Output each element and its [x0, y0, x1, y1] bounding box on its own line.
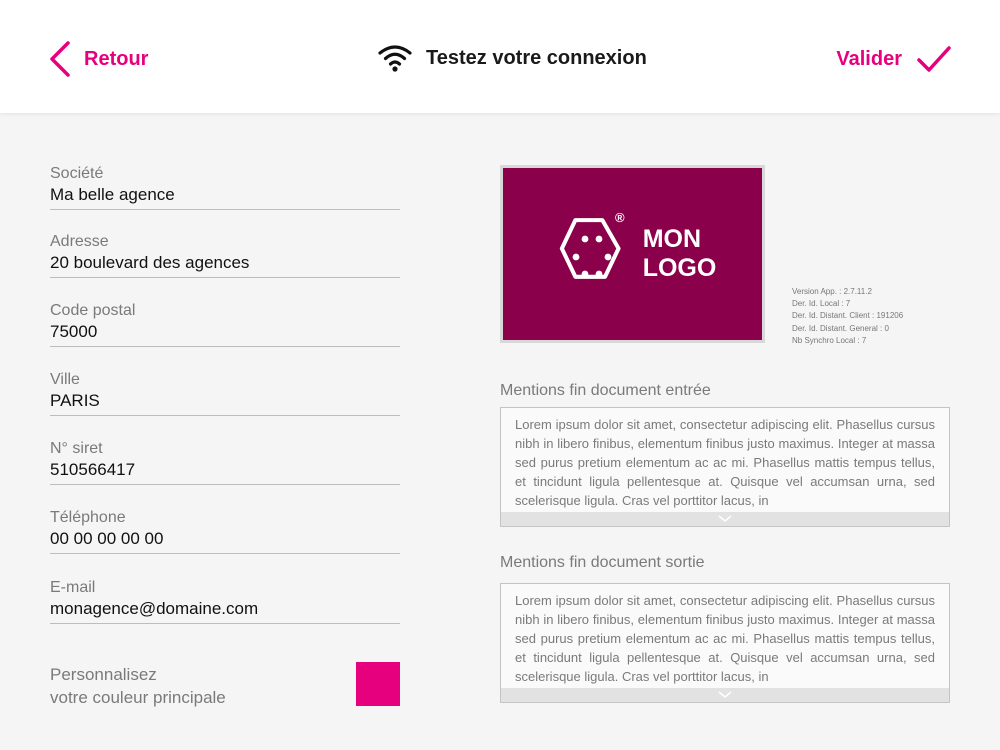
validate-button[interactable]: [836, 38, 952, 80]
top-bar: [0, 0, 1000, 113]
field-label: E-mail: [50, 579, 96, 596]
logo-line-2: LOGO: [642, 254, 717, 282]
mentions-sortie-scroll[interactable]: [501, 688, 949, 702]
adresse-input[interactable]: 20 boulevard des agences: [50, 252, 400, 278]
back-label: Retour: [84, 47, 149, 70]
page-title: [378, 40, 647, 76]
personalize-line-2: votre couleur principale: [50, 688, 226, 707]
logo-line-1: MON: [642, 225, 702, 253]
page-title-label: Testez votre connexion: [426, 46, 647, 69]
personalize-color-label: [50, 663, 310, 709]
version-distant-general: Der. Id. Distant. General : 0: [792, 323, 889, 333]
checkmark-icon: [916, 43, 952, 75]
field-label: Société: [50, 165, 104, 182]
field-label: Téléphone: [50, 509, 126, 526]
field-label: Adresse: [50, 233, 109, 250]
color-swatch[interactable]: [356, 662, 400, 706]
mentions-entree-scroll[interactable]: [501, 512, 949, 526]
mentions-entree-label: Mentions fin document entrée: [500, 382, 711, 399]
field-label: Code postal: [50, 302, 136, 319]
ville-input[interactable]: PARIS: [50, 390, 400, 416]
field-email: [50, 578, 400, 624]
code-postal-input[interactable]: 75000: [50, 321, 400, 347]
chevron-left-icon: [46, 39, 72, 79]
version-synchro: Nb Synchro Local : 7: [792, 335, 867, 345]
telephone-input[interactable]: 00 00 00 00 00: [50, 528, 400, 554]
field-label: N° siret: [50, 440, 103, 457]
field-code-postal: [50, 301, 400, 347]
validate-label: Valider: [836, 47, 902, 70]
mentions-sortie-label: Mentions fin document sortie: [500, 554, 705, 571]
field-societe: [50, 164, 400, 210]
field-adresse: [50, 232, 400, 278]
field-label: Ville: [50, 371, 80, 388]
version-local: Der. Id. Local : 7: [792, 299, 851, 309]
societe-input[interactable]: Ma belle agence: [50, 184, 400, 210]
wifi-icon: [378, 43, 412, 73]
registered-mark: ®: [614, 210, 625, 225]
mentions-sortie-textarea[interactable]: [500, 583, 950, 703]
logo-text: [643, 225, 717, 283]
siret-input[interactable]: 510566417: [50, 459, 400, 485]
field-ville: [50, 370, 400, 416]
email-input[interactable]: monagence@domaine.com: [50, 598, 400, 624]
logo-upload[interactable]: [500, 165, 765, 343]
logo-preview: [503, 168, 762, 340]
chevron-down-icon: [718, 691, 732, 699]
personalize-line-1: Personnalisez: [50, 665, 157, 684]
chevron-down-icon: [718, 515, 732, 523]
field-siret: [50, 439, 400, 485]
version-info: [792, 286, 952, 347]
mentions-sortie-text: Lorem ipsum dolor sit amet, consectetur adipiscing elit. Phasellus cursus nibh in libero finibus, elementum finibus justo maximus. Integer at massa sed purus pretium elementum ac ac mi. Phasellus mattis tempus tellus, et tincidunt ligula pellentesque at. Quisque vel accumsan urna, sed scelerisque ligula. Cras vel porttitor lacus, in: [515, 593, 935, 684]
mentions-entree-text: Lorem ipsum dolor sit amet, consectetur adipiscing elit. Phasellus cursus nibh in libero finibus, elementum finibus justo maximus. Integer at massa sed purus pretium elementum ac ac mi. Phasellus mattis tempus tellus, et tincidunt ligula pellentesque at. Quisque vel accumsan urna, sed scelerisque ligula. Cras vel porttitor lacus, in: [515, 417, 935, 508]
version-distant-client: Der. Id. Distant. Client : 191206: [792, 311, 904, 321]
version-app: Version App. : 2.7.11.2: [792, 287, 872, 296]
mentions-entree-textarea[interactable]: [500, 407, 950, 527]
logo-hexagon-icon: [549, 206, 633, 302]
back-button[interactable]: [46, 38, 148, 80]
field-telephone: [50, 508, 400, 554]
